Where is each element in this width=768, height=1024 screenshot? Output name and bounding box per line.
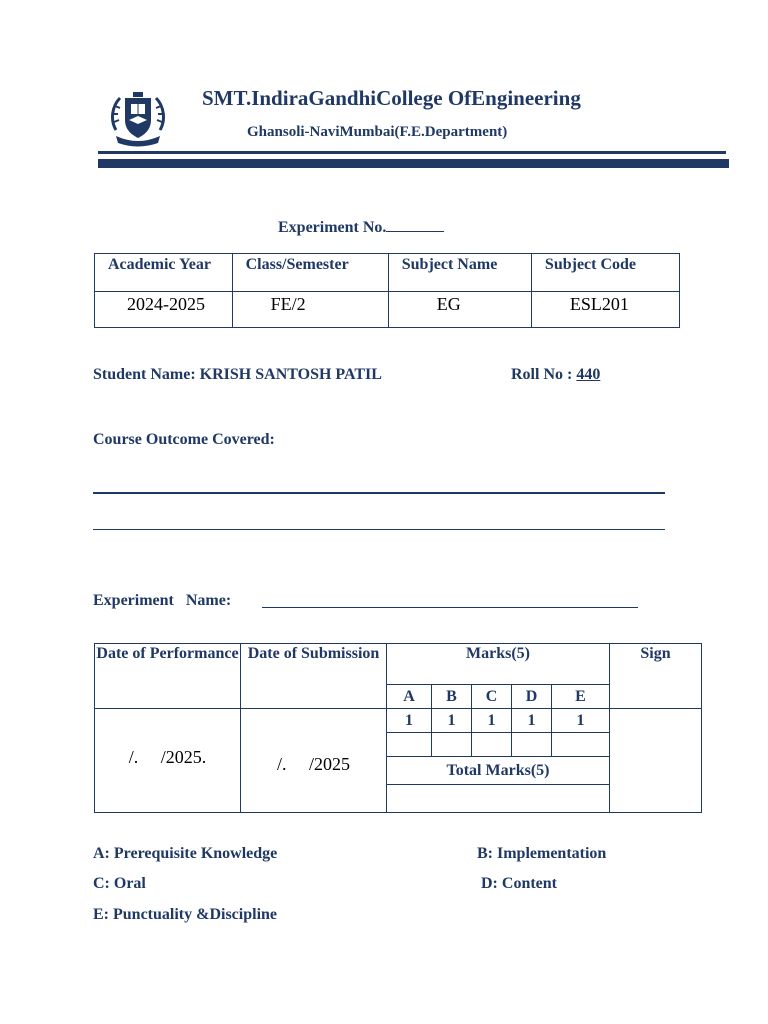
criterion-d: D (512, 685, 552, 709)
experiment-number-label: Experiment No. (278, 219, 387, 236)
header-rule-thick (98, 159, 729, 168)
header-date-of-submission: Date of Submission (241, 644, 387, 709)
experiment-number-blank[interactable] (386, 217, 444, 232)
course-outcome-line-1[interactable] (93, 492, 665, 494)
student-name: Student Name: KRISH SANTOSH PATIL (93, 366, 382, 383)
experiment-number (278, 217, 444, 237)
college-name: SMT.IndiraGandhiCollege OfEngineering (202, 86, 581, 110)
score-a[interactable] (387, 733, 432, 757)
header-class-semester: Class/Semester (232, 254, 388, 292)
max-mark-c: 1 (472, 709, 512, 733)
criterion-e: E (552, 685, 610, 709)
experiment-name-label: Experiment Name: (93, 592, 232, 609)
max-mark-a: 1 (387, 709, 432, 733)
subject-name-value: EG (388, 292, 531, 328)
course-outcome-label: Course Outcome Covered: (93, 431, 275, 448)
header-academic-year: Academic Year (95, 254, 233, 292)
sign-cell[interactable] (610, 709, 702, 813)
legend-e: E: Punctuality &Discipline (93, 906, 278, 923)
max-mark-e: 1 (552, 709, 610, 733)
header-subject-name: Subject Name (388, 254, 531, 292)
roll-number-value: 440 (576, 366, 601, 383)
college-logo (108, 90, 168, 150)
total-marks-label: Total Marks(5) (387, 757, 610, 785)
header-subject-code: Subject Code (531, 254, 679, 292)
header-marks: Marks(5) (387, 644, 610, 685)
header-date-of-performance: Date of Performance (95, 644, 241, 709)
score-d[interactable] (512, 733, 552, 757)
marks-table (94, 643, 702, 813)
academic-year-value: 2024-2025 (95, 292, 233, 328)
legend-d: D: Content (481, 875, 557, 892)
subject-code-value: ESL201 (531, 292, 679, 328)
score-c[interactable] (472, 733, 512, 757)
legend-c: C: Oral (93, 875, 146, 892)
legend-a: A: Prerequisite Knowledge (93, 845, 278, 862)
roll-number (511, 366, 600, 384)
experiment-name-line[interactable] (262, 607, 638, 608)
date-of-submission-value[interactable]: /. /2025 (241, 709, 387, 813)
criterion-b: B (432, 685, 472, 709)
score-e[interactable] (552, 733, 610, 757)
subject-info-table (94, 253, 680, 328)
header-rule-thin (98, 151, 726, 154)
class-semester-value: FE/2 (232, 292, 388, 328)
legend-b: B: Implementation (477, 845, 607, 862)
date-of-performance-value[interactable]: /. /2025. (95, 709, 241, 813)
total-marks-value[interactable] (387, 785, 610, 813)
score-b[interactable] (432, 733, 472, 757)
max-mark-d: 1 (512, 709, 552, 733)
criterion-a: A (387, 685, 432, 709)
roll-number-label: Roll No : (511, 366, 577, 383)
criterion-c: C (472, 685, 512, 709)
max-mark-b: 1 (432, 709, 472, 733)
header-sign: Sign (610, 644, 702, 709)
department-subheading: Ghansoli-NaviMumbai(F.E.Department) (247, 124, 508, 140)
course-outcome-line-2[interactable] (93, 529, 665, 530)
